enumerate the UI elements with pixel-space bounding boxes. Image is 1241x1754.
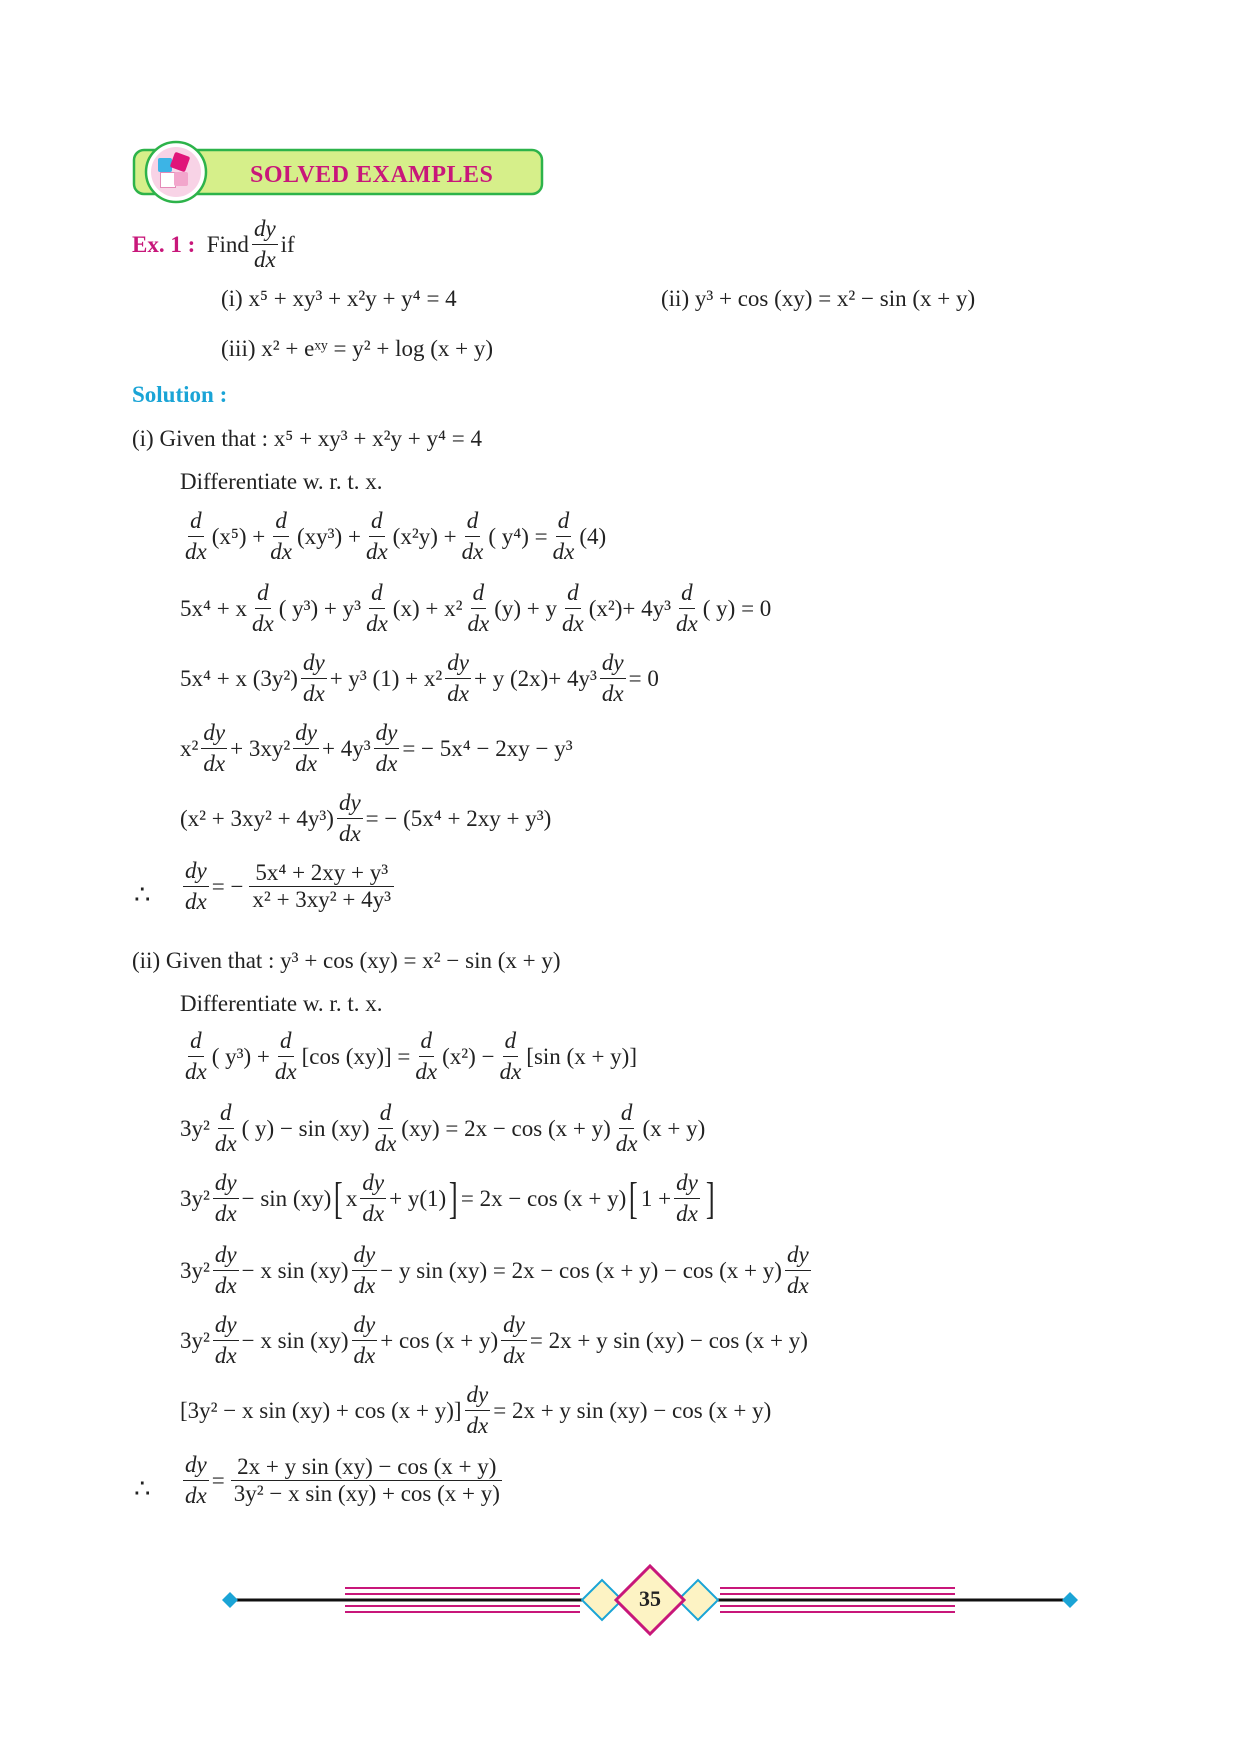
- frac: $\frac{d}{dx}$: [676, 580, 698, 637]
- frac: $\frac{dy}{dx}$: [295, 720, 317, 777]
- puzzle-icon: [152, 152, 202, 192]
- result-fraction: $\frac{\text{2x + y sin (xy) − cos (x + y)}}{\text{3y² − x sin (xy) + cos (x + y)}}$: [228, 1454, 506, 1508]
- term: 5x⁴ + x (3y²): [180, 665, 298, 691]
- term: [3y² − x sin (xy) + cos (x + y)]: [180, 1397, 462, 1423]
- frac: $\frac{d}{dx}$: [270, 508, 292, 565]
- term: = 2x + y sin (xy) − cos (x + y): [493, 1397, 772, 1423]
- page-number: 35: [639, 1586, 661, 1611]
- frac: $\frac{d}{dx}$: [374, 1100, 397, 1157]
- term: x: [345, 1185, 358, 1211]
- term: − x sin (xy): [241, 1327, 349, 1353]
- frac: $\frac{d}{dx}$: [365, 508, 388, 565]
- term: x²: [180, 735, 199, 761]
- problem-iii: (iii) x² + eˣʸ = y² + log (x + y): [221, 336, 494, 361]
- solution-label: Solution :: [132, 382, 228, 407]
- problem-ii: (ii) y³ + cos (xy) = x² − sin (x + y): [661, 286, 976, 311]
- term: 3y²: [180, 1257, 210, 1283]
- frac: $\frac{dy}{dx}$: [185, 858, 207, 915]
- part1-result: [180, 858, 400, 916]
- therefore-symbol: ∴: [134, 1474, 151, 1503]
- frac: $\frac{d}{dx}$: [461, 508, 484, 565]
- frac: $\frac{d}{dx}$: [252, 580, 274, 637]
- frac: $\frac{d}{dx}$: [615, 1100, 638, 1157]
- term: + y (2x)+ 4y³: [473, 665, 597, 691]
- part2-line5: [180, 1312, 808, 1370]
- part1-diff: Differentiate w. r. t. x.: [180, 469, 383, 494]
- term: + y(1): [389, 1185, 447, 1211]
- frac: $\frac{dy}{dx}$: [786, 1242, 809, 1299]
- frac: $\frac{d}{dx}$: [366, 580, 388, 637]
- part2-line6: [180, 1382, 771, 1440]
- term: 1 +: [640, 1185, 672, 1211]
- frac: $\frac{d}{dx}$: [415, 1028, 438, 1085]
- frac: $\frac{d}{dx}$: [185, 1028, 207, 1085]
- frac: $\frac{d}{dx}$: [214, 1100, 237, 1157]
- frac: $\frac{dy}{dx}$: [466, 1382, 489, 1439]
- term: =: [211, 1467, 225, 1493]
- term: (x²y) +: [392, 523, 457, 549]
- term: (x² + 3xy² + 4y³): [180, 805, 334, 831]
- frac: $\frac{dy}{dx}$: [185, 1452, 207, 1509]
- term: ( y³) + y³: [278, 595, 362, 621]
- part2-result: [180, 1452, 509, 1510]
- frac: $\frac{dy}{dx}$: [447, 650, 469, 707]
- frac: $\frac{dy}{dx}$: [362, 1170, 385, 1227]
- frac: $\frac{dy}{dx}$: [353, 1242, 376, 1299]
- frac: $\frac{dy}{dx}$: [302, 650, 325, 707]
- term: − sin (xy): [241, 1185, 332, 1211]
- frac: $\frac{dy}{dx}$: [214, 1170, 237, 1227]
- frac: $\frac{d}{dx}$: [185, 508, 207, 565]
- term: − x sin (xy): [241, 1257, 349, 1283]
- frac: $\frac{dy}{dx}$: [503, 1312, 525, 1369]
- term: ( y⁴) =: [488, 523, 548, 549]
- part2-line4: [180, 1242, 814, 1300]
- frac: $\frac{d}{dx}$: [274, 1028, 297, 1085]
- frac: $\frac{dy}{dx}$: [375, 720, 398, 777]
- frac: $\frac{dy}{dx}$: [203, 720, 226, 777]
- term: ( y) = 0: [702, 595, 772, 621]
- find-text: Find: [206, 231, 249, 257]
- term: ( y³) +: [211, 1043, 270, 1069]
- term: = − 5x⁴ − 2xy − y³: [402, 735, 573, 761]
- if-text: if: [280, 231, 295, 257]
- part2-diff: Differentiate w. r. t. x.: [180, 991, 383, 1016]
- term: 5x⁴ + x: [180, 595, 247, 621]
- term: (x + y): [642, 1115, 706, 1141]
- term: 3y²: [180, 1327, 210, 1353]
- term: = 0: [628, 665, 659, 691]
- term: = 2x + y sin (xy) − cos (x + y): [529, 1327, 808, 1353]
- term: + 4y³: [321, 735, 371, 761]
- term: (x) + x²: [392, 595, 463, 621]
- example-line: [132, 216, 295, 274]
- header-title: SOLVED EXAMPLES: [250, 162, 494, 188]
- right-bracket: ]: [449, 1173, 458, 1223]
- term: 3y²: [180, 1185, 210, 1211]
- frac: $\frac{d}{dx}$: [552, 508, 575, 565]
- term: ( y) − sin (xy): [241, 1115, 370, 1141]
- frac: $\frac{d}{dx}$: [467, 580, 490, 637]
- term: − y sin (xy) = 2x − cos (x + y) − cos (x + y): [380, 1257, 782, 1283]
- term: [cos (xy)] =: [301, 1043, 411, 1069]
- part2-line2: [180, 1100, 705, 1158]
- problem-i: (i) x⁵ + xy³ + x²y + y⁴ = 4: [221, 286, 457, 311]
- part1-line3: [180, 650, 659, 708]
- frac: $\frac{dy}{dx}$: [353, 1312, 376, 1369]
- part2-line3: [180, 1170, 718, 1228]
- term: (xy³) +: [297, 523, 361, 549]
- term: = −: [211, 873, 244, 899]
- term: (x²) −: [442, 1043, 495, 1069]
- frac: $\frac{dy}{dx}$: [338, 790, 361, 847]
- part1-line4: [180, 720, 573, 778]
- term: (4): [579, 523, 607, 549]
- term: [sin (x + y)]: [526, 1043, 637, 1069]
- part1-line5: [180, 790, 551, 848]
- left-bracket: [: [629, 1173, 638, 1223]
- term: = 2x − cos (x + y): [460, 1185, 627, 1211]
- term: 3y²: [180, 1115, 210, 1141]
- frac: $\frac{dy}{dx}$: [214, 1312, 237, 1369]
- part2-given: (ii) Given that : y³ + cos (xy) = x² − sin (x + y): [132, 948, 561, 973]
- part1-line2: [180, 580, 771, 638]
- frac: $\frac{dy}{dx}$: [601, 650, 624, 707]
- left-bracket: [: [334, 1173, 343, 1223]
- dy-dx-fraction: $\frac{dy}{dx}$: [253, 216, 276, 273]
- part1-line1: [180, 508, 606, 566]
- term: (x⁵) +: [211, 523, 266, 549]
- frac: $\frac{dy}{dx}$: [214, 1242, 237, 1299]
- example-label: Ex. 1 :: [132, 231, 196, 257]
- term: + cos (x + y): [380, 1327, 499, 1353]
- part1-given: (i) Given that : x⁵ + xy³ + x²y + y⁴ = 4: [132, 426, 483, 451]
- therefore-symbol: ∴: [134, 880, 151, 909]
- term: + y³ (1) + x²: [329, 665, 443, 691]
- term: = − (5x⁴ + 2xy + y³): [365, 805, 552, 831]
- term: + 3xy²: [230, 735, 291, 761]
- term: (xy) = 2x − cos (x + y): [401, 1115, 611, 1141]
- part2-line1: [180, 1028, 637, 1086]
- right-bracket: ]: [705, 1173, 715, 1223]
- frac: $\frac{d}{dx}$: [499, 1028, 522, 1085]
- term: (y) + y: [494, 595, 557, 621]
- frac: $\frac{d}{dx}$: [561, 580, 584, 637]
- frac: $\frac{dy}{dx}$: [676, 1170, 698, 1227]
- term: (x²)+ 4y³: [588, 595, 672, 621]
- result-fraction: $\frac{\text{5x⁴ + 2xy + y³}}{\text{x² + 3xy² + 4y³}}$: [246, 860, 397, 914]
